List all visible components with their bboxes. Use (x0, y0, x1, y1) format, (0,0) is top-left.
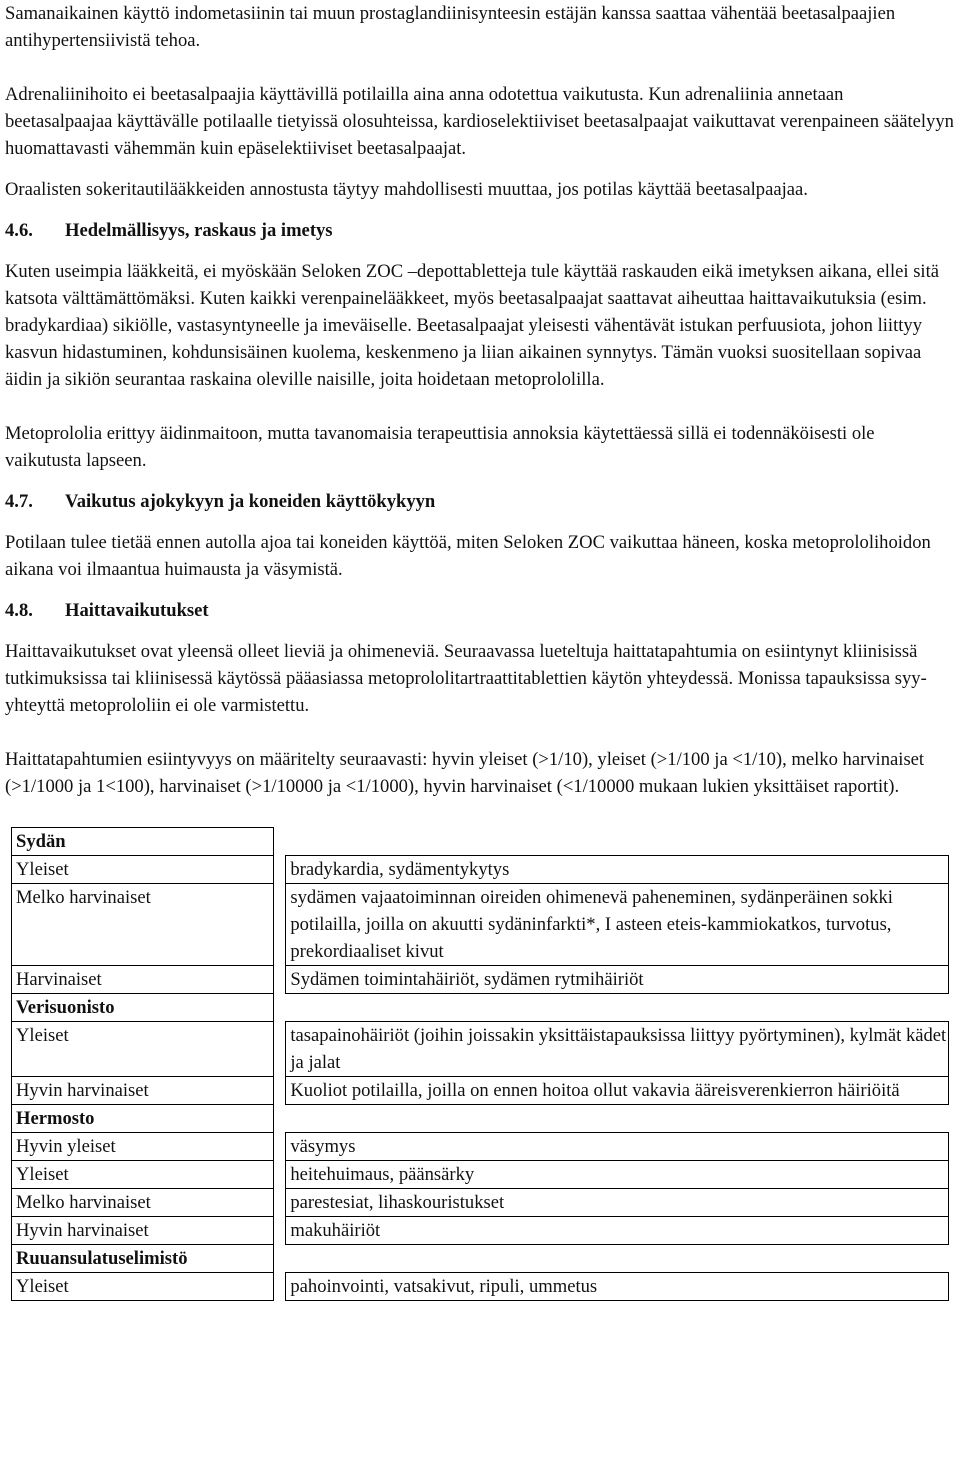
category-label: Hermosto (12, 1105, 274, 1133)
frequency-cell: Hyvin harvinaiset (12, 1217, 274, 1245)
frequency-cell: Yleiset (12, 1273, 274, 1301)
effect-cell: heitehuimaus, päänsärky (286, 1161, 949, 1189)
table-category-row (12, 828, 949, 856)
frequency-cell: Yleiset (12, 856, 274, 884)
paragraph-adrenaline: Adrenaliinihoito ei beetasalpaajia käyttävillä potilailla aina anna odotettua vaikutusta. Kun adrenaliinia annetaan beetasalpaajaa käyttävälle potilaalle tietyissä olosuhteissa, kardioselektiiviset beetasalpaajat vaikuttavat verenpaineen säätelyyn huomattavasti vähemmän kuin epäselektiiviset beetasalpaajat. (5, 84, 954, 159)
table-category-row (12, 994, 949, 1022)
paragraph-indometacin: Samanaikainen käyttö indometasiinin tai muun prostaglandiinisynteesin estäjän kanssa saattaa vähentää beetasalpaajien antihypertensiivistä tehoa. (5, 3, 896, 51)
section-number: 4.8. (5, 600, 33, 621)
column-gap (274, 1273, 286, 1301)
frequency-cell: Harvinaiset (12, 966, 274, 994)
paragraph-frequency-definitions: Haittatapahtumien esiintyvyys on määritelty seuraavasti: hyvin yleiset (>1/10), yleiset (>1/100 ja <1/10), melko harvinaiset (>1/1000 ja 1<100), harvinaiset (>1/10000 ja <1/1000), hyvin harvinaiset (<1/10000 mukaan lukien yksittäiset raportit). (5, 749, 925, 797)
column-gap (274, 994, 286, 1022)
paragraph-oral-antidiabetics: Oraalisten sokeritautilääkkeiden annostusta täytyy mahdollisesti muuttaa, jos potilas käyttää beetasalpaajaa. (5, 179, 808, 200)
column-gap (274, 1217, 286, 1245)
effect-cell: pahoinvointi, vatsakivut, ripuli, ummetus (286, 1273, 949, 1301)
table-row (12, 1161, 949, 1189)
category-label: Sydän (12, 828, 274, 856)
effect-cell: väsymys (286, 1133, 949, 1161)
category-empty-cell (286, 1245, 949, 1273)
effect-cell: makuhäiriöt (286, 1217, 949, 1245)
table-category-row (12, 1245, 949, 1273)
section-title: Hedelmällisyys, raskaus ja imetys (65, 220, 333, 241)
column-gap (274, 1022, 286, 1077)
frequency-cell: Yleiset (12, 1022, 274, 1077)
table-row (12, 1133, 949, 1161)
column-gap (274, 884, 286, 966)
table-row (12, 884, 949, 966)
table-category-row (12, 1105, 949, 1133)
section-title: Vaikutus ajokykyyn ja koneiden käyttökykyyn (65, 491, 436, 512)
frequency-cell: Hyvin harvinaiset (12, 1077, 274, 1105)
table-row (12, 856, 949, 884)
table-row (12, 1273, 949, 1301)
column-gap (274, 966, 286, 994)
section-number: 4.7. (5, 491, 33, 512)
effect-cell: Kuoliot potilailla, joilla on ennen hoitoa ollut vakavia ääreisverenkierron häiriöitä (286, 1077, 949, 1105)
paragraph-adverse-intro: Haittavaikutukset ovat yleensä olleet lieviä ja ohimeneviä. Seuraavassa lueteltuja haittatapahtumia on esiintynyt kliinisissä tutkimuksissa tai kliinisessä käytössä pääasiassa metoprololitartraattitablettien käytön yhteydessä. Monissa tapauksissa syy-yhteyttä metoprololiin ei ole varmistettu. (5, 641, 927, 716)
column-gap (274, 856, 286, 884)
frequency-cell: Melko harvinaiset (12, 1189, 274, 1217)
column-gap (274, 1105, 286, 1133)
column-gap (274, 1189, 286, 1217)
category-label: Ruuansulatuselimistö (12, 1245, 274, 1273)
effect-cell: sydämen vajaatoiminnan oireiden ohimenevä paheneminen, sydänperäinen sokki potilailla, joilla on akuutti sydäninfarkti*, I asteen eteis-kammiokatkos, turvotus, prekordiaaliset kivut (286, 884, 949, 966)
column-gap (274, 1161, 286, 1189)
column-gap (274, 1077, 286, 1105)
table-row (12, 1217, 949, 1245)
effect-cell: bradykardia, sydämentykytys (286, 856, 949, 884)
section-heading-4-6 (5, 217, 955, 244)
section-number: 4.6. (5, 220, 33, 241)
effect-cell: tasapainohäiriöt (joihin joissakin yksittäistapauksissa liittyy pyörtyminen), kylmät kädet ja jalat (286, 1022, 949, 1077)
section-title: Haittavaikutukset (65, 600, 209, 621)
section-heading-4-8 (5, 597, 955, 624)
table-row (12, 1077, 949, 1105)
column-gap (274, 1133, 286, 1161)
category-empty-cell (286, 1105, 949, 1133)
table-row (12, 1189, 949, 1217)
adverse-effects-table (11, 827, 949, 1301)
paragraph-pregnancy: Kuten useimpia lääkkeitä, ei myöskään Seloken ZOC –depottabletteja tule käyttää raskauden eikä imetyksen aikana, ellei sitä katsota välttämättömäksi. Kuten kaikki verenpainelääkkeet, myös beetasalpaajat saattavat aiheuttaa haittavaikutuksia (esim. bradykardiaa) sikiölle, vastasyntyneelle ja imeväiselle. Beetasalpaajat yleisesti vähentävät istukan perfuusiota, johon liittyy kasvun hidastuminen, kohdunsisäinen kuolema, keskenmeno ja liian aikainen synnytys. Tämän vuoksi suositellaan sopivaa äidin ja sikiön seurantaa raskaina oleville naisille, joita hoidetaan metoprololilla. (5, 261, 940, 390)
table-row (12, 1022, 949, 1077)
column-gap (274, 828, 286, 856)
table-row (12, 966, 949, 994)
paragraph-breastfeeding: Metoprololia erittyy äidinmaitoon, mutta tavanomaisia terapeuttisia annoksia käytettäessä sillä ei todennäköisesti ole vaikutusta lapseen. (5, 423, 875, 471)
effect-cell: Sydämen toimintahäiriöt, sydämen rytmihäiriöt (286, 966, 949, 994)
paragraph-driving: Potilaan tulee tietää ennen autolla ajoa tai koneiden käyttöä, miten Seloken ZOC vaikuttaa häneen, koska metoprololihoidon aikana voi ilmaantua huimausta ja väsymistä. (5, 532, 931, 580)
document-page (5, 0, 955, 1301)
category-label: Verisuonisto (12, 994, 274, 1022)
column-gap (274, 1245, 286, 1273)
effect-cell: parestesiat, lihaskouristukset (286, 1189, 949, 1217)
category-empty-cell (286, 994, 949, 1022)
category-empty-cell (286, 828, 949, 856)
frequency-cell: Melko harvinaiset (12, 884, 274, 966)
frequency-cell: Yleiset (12, 1161, 274, 1189)
section-heading-4-7 (5, 488, 955, 515)
frequency-cell: Hyvin yleiset (12, 1133, 274, 1161)
